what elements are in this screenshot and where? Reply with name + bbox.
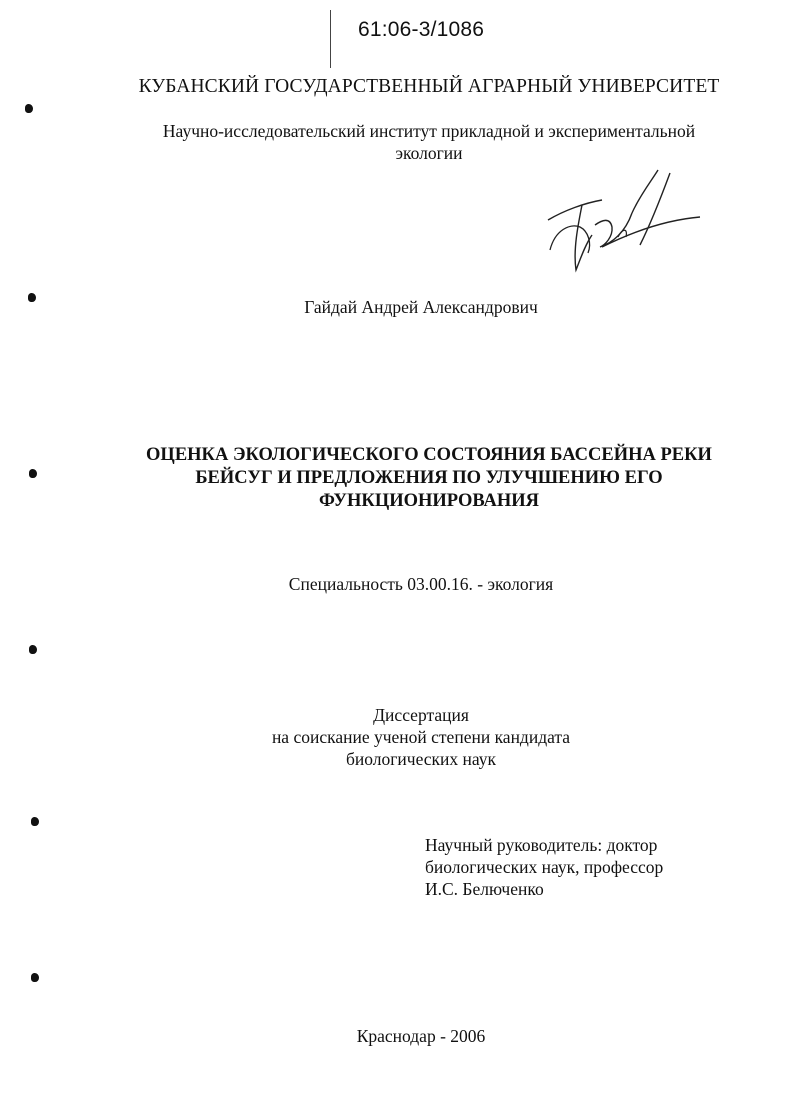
binding-hole-icon <box>29 469 37 478</box>
institute-name <box>30 120 798 164</box>
degree-line: биологических наук <box>345 749 497 769</box>
degree-line: на соискание ученой степени кандидата <box>271 727 571 747</box>
specialty: Специальность 03.00.16. - экология <box>288 574 554 594</box>
signature-icon <box>540 165 710 280</box>
university-name: КУБАНСКИЙ ГОСУДАРСТВЕННЫЙ АГРАРНЫЙ УНИВЕРСИТЕТ <box>138 76 720 97</box>
registration-number: 61:06-3/1086 <box>358 18 485 41</box>
stamp-divider <box>330 10 331 68</box>
thesis-title <box>30 444 798 513</box>
degree-statement <box>22 704 798 770</box>
supervisor-line: И.С. Белюченко <box>425 879 544 899</box>
binding-hole-icon <box>29 645 37 654</box>
thesis-title-line: ФУНКЦИОНИРОВАНИЯ <box>318 491 540 511</box>
binding-hole-icon <box>25 104 33 113</box>
supervisor-line: биологических наук, профессор <box>425 857 664 877</box>
institute-line: Научно-исследовательский институт прикладной и экспериментальной <box>162 121 696 141</box>
institute-line: экологии <box>395 143 463 163</box>
supervisor-block <box>425 834 663 900</box>
thesis-title-line: БЕЙСУГ И ПРЕДЛОЖЕНИЯ ПО УЛУЧШЕНИЮ ЕГО <box>195 468 663 488</box>
binding-hole-icon <box>31 973 39 982</box>
degree-line: Диссертация <box>373 705 469 725</box>
supervisor-line: Научный руководитель: доктор <box>425 835 658 855</box>
binding-hole-icon <box>31 817 39 826</box>
thesis-title-line: ОЦЕНКА ЭКОЛОГИЧЕСКОГО СОСТОЯНИЯ БАССЕЙНА РЕКИ <box>146 445 712 465</box>
author-name: Гайдай Андрей Александрович <box>304 297 538 317</box>
city-year: Краснодар - 2006 <box>356 1026 486 1046</box>
binding-hole-icon <box>28 293 36 302</box>
